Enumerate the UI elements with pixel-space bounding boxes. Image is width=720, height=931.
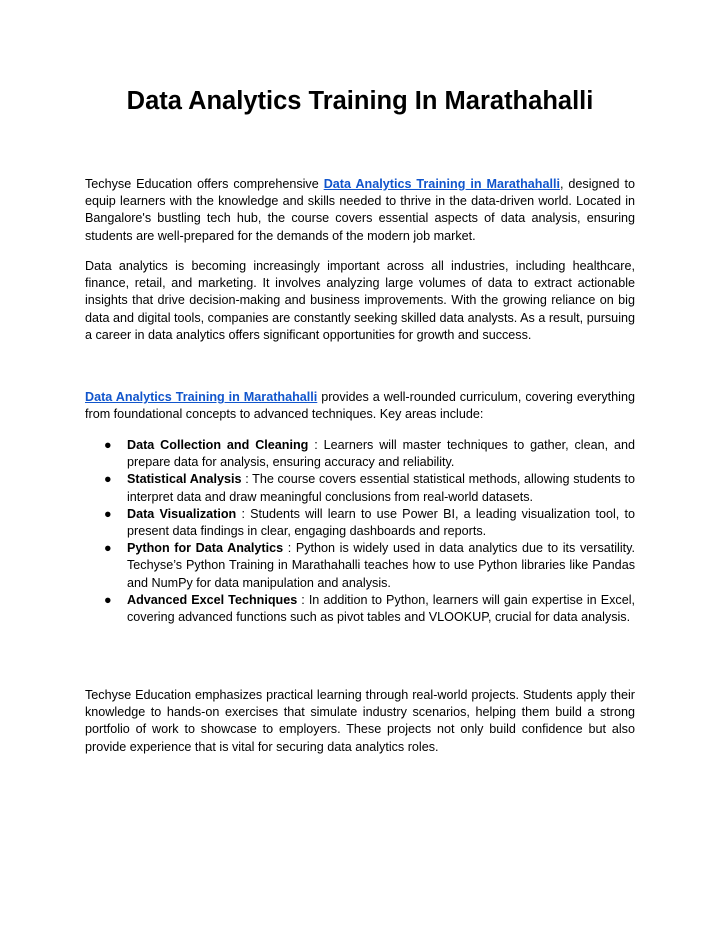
list-item-term: Python for Data Analytics xyxy=(127,541,284,556)
list-item xyxy=(85,471,635,505)
intro-text-after: , designed to equip learners with the knowledge and skills needed to thrive in the data-driven world. Located in Bangalore's bustling tech hub, the course covers essential aspects of data analysis, ensuring students are well-prepared for the demands of the modern job market. xyxy=(85,177,635,243)
list-item-term: Data Collection and Cleaning xyxy=(127,438,309,452)
list-item-text: : Python is widely used in data analytics due to its versatility. Techyse’s Python Training in Marathahalli teaches how to use Python libraries like Pandas and NumPy for data manipulation and analysis. xyxy=(127,541,635,590)
list-item xyxy=(85,437,635,471)
importance-paragraph: Data analytics is becoming increasingly important across all industries, including healthcare, finance, retail, and marketing. It involves analyzing large volumes of data to extract actionable insights that drive decision-making and business improvements. With the growing reliance on big data and digital tools, companies are constantly seeking skilled data analysts. As a result, pursuing a career in data analytics offers significant opportunities for growth and success. xyxy=(85,259,635,342)
key-areas-list xyxy=(85,437,635,626)
list-item-term: Statistical Analysis xyxy=(127,472,242,487)
page-title: Data Analytics Training In Marathahalli xyxy=(126,87,594,115)
list-item-text: : In addition to Python, learners will gain expertise in Excel, covering advanced functions such as pivot tables and VLOOKUP, crucial for data analysis. xyxy=(127,592,635,625)
intro-text-before: Techyse Education offers comprehensive xyxy=(85,177,324,191)
curriculum-text: provides a well-rounded curriculum, covering everything from foundational concepts to advanced techniques. Key areas include: xyxy=(85,390,635,422)
curriculum-paragraph xyxy=(85,389,635,423)
list-item-text: : Learners will master techniques to gather, clean, and prepare data for analysis, ensuring accuracy and reliability. xyxy=(127,438,635,470)
list-item-text: : The course covers essential statistical methods, allowing students to interpret data and draw meaningful conclusions from real-world datasets. xyxy=(127,472,636,504)
list-item-term: Data Visualization xyxy=(127,506,237,521)
list-item xyxy=(85,592,635,626)
intro-paragraph xyxy=(85,176,635,245)
list-item-term: Advanced Excel Techniques xyxy=(127,592,298,607)
bullet-icon: ● xyxy=(104,506,112,521)
curriculum-course-link[interactable]: Data Analytics Training in Marathahalli xyxy=(85,390,318,404)
list-item-text: : Students will learn to use Power BI, a leading visualization tool, to present data findings in clear, engaging dashboards and reports. xyxy=(127,506,635,539)
bullet-icon: ● xyxy=(104,438,112,452)
practical-learning-paragraph: Techyse Education emphasizes practical learning through real-world projects. Students apply their knowledge to hands-on exercises that simulate industry scenarios, helping them build a strong portfolio of work to showcase to employers. These projects not only build confidence but also provide experience that is vital for securing data analytics roles. xyxy=(85,688,635,754)
list-item xyxy=(85,506,635,540)
bullet-icon: ● xyxy=(104,472,112,487)
bullet-icon: ● xyxy=(104,541,112,556)
list-item xyxy=(85,540,635,592)
course-link[interactable]: Data Analytics Training in Marathahalli xyxy=(323,177,560,191)
bullet-icon: ● xyxy=(104,592,112,607)
